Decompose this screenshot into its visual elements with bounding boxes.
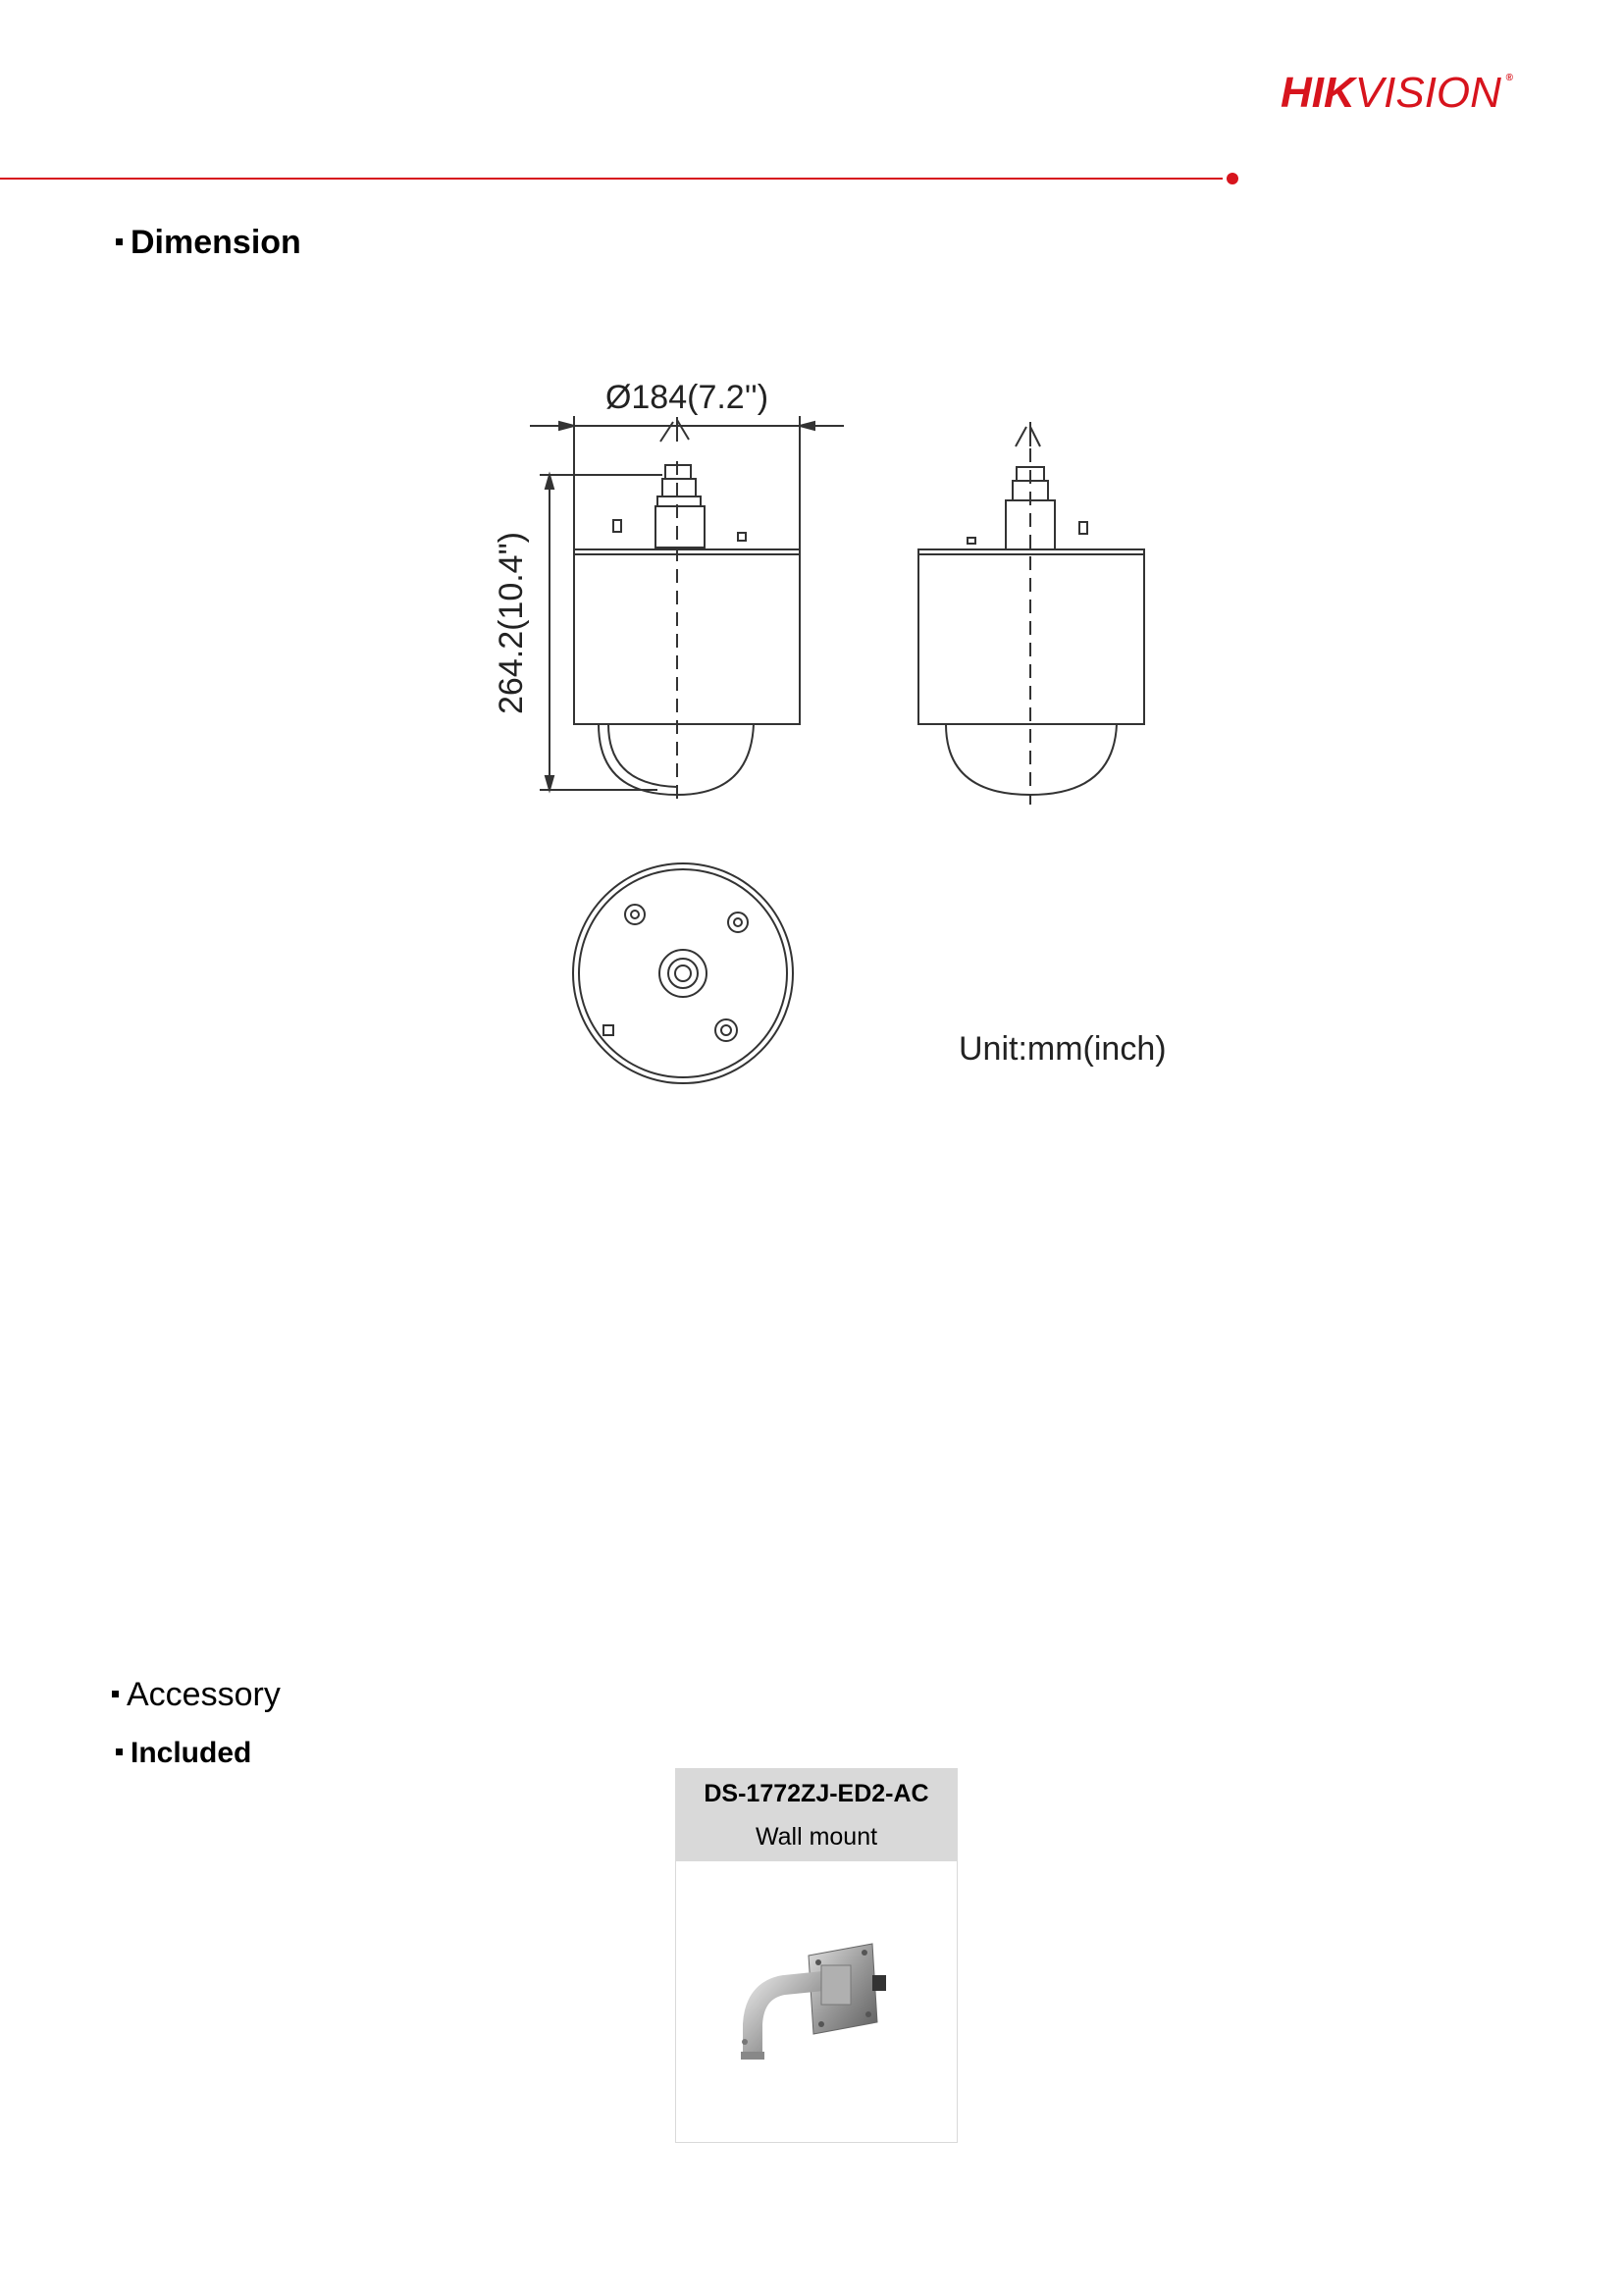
header-rule: [0, 178, 1223, 180]
logo-text-bold: HIK: [1281, 69, 1355, 117]
header-rule-dot: [1227, 173, 1238, 184]
accessory-model: DS-1772ZJ-ED2-AC: [704, 1780, 929, 1807]
bullet-icon: [116, 1748, 123, 1755]
accessory-heading-text: Accessory: [127, 1676, 281, 1713]
accessory-card: [675, 1768, 958, 2143]
hikvision-logo: [1281, 69, 1513, 118]
dimension-heading-text: Dimension: [131, 224, 301, 261]
bullet-icon: [112, 1691, 119, 1697]
wall-mount-bracket-image: [715, 1936, 912, 2073]
registered-mark: ®: [1505, 73, 1513, 83]
included-heading: [116, 1737, 251, 1770]
included-heading-text: Included: [131, 1737, 252, 1769]
side-view-left: [530, 416, 844, 805]
logo-text-rest: VISION: [1354, 69, 1501, 117]
unit-label: Unit:mm(inch): [959, 1030, 1167, 1068]
dimension-heading: [116, 224, 301, 262]
accessory-heading: [112, 1676, 281, 1714]
diameter-label: Ø184(7.2''): [604, 379, 769, 416]
bullet-icon: [116, 238, 123, 245]
dimension-drawing: [481, 373, 1227, 1089]
bottom-view: [573, 863, 793, 1083]
accessory-name: Wall mount: [755, 1823, 878, 1851]
side-view-right: [918, 422, 1144, 805]
height-label: 264.2(10.4"): [493, 532, 530, 714]
accessory-card-header: [676, 1769, 957, 1861]
